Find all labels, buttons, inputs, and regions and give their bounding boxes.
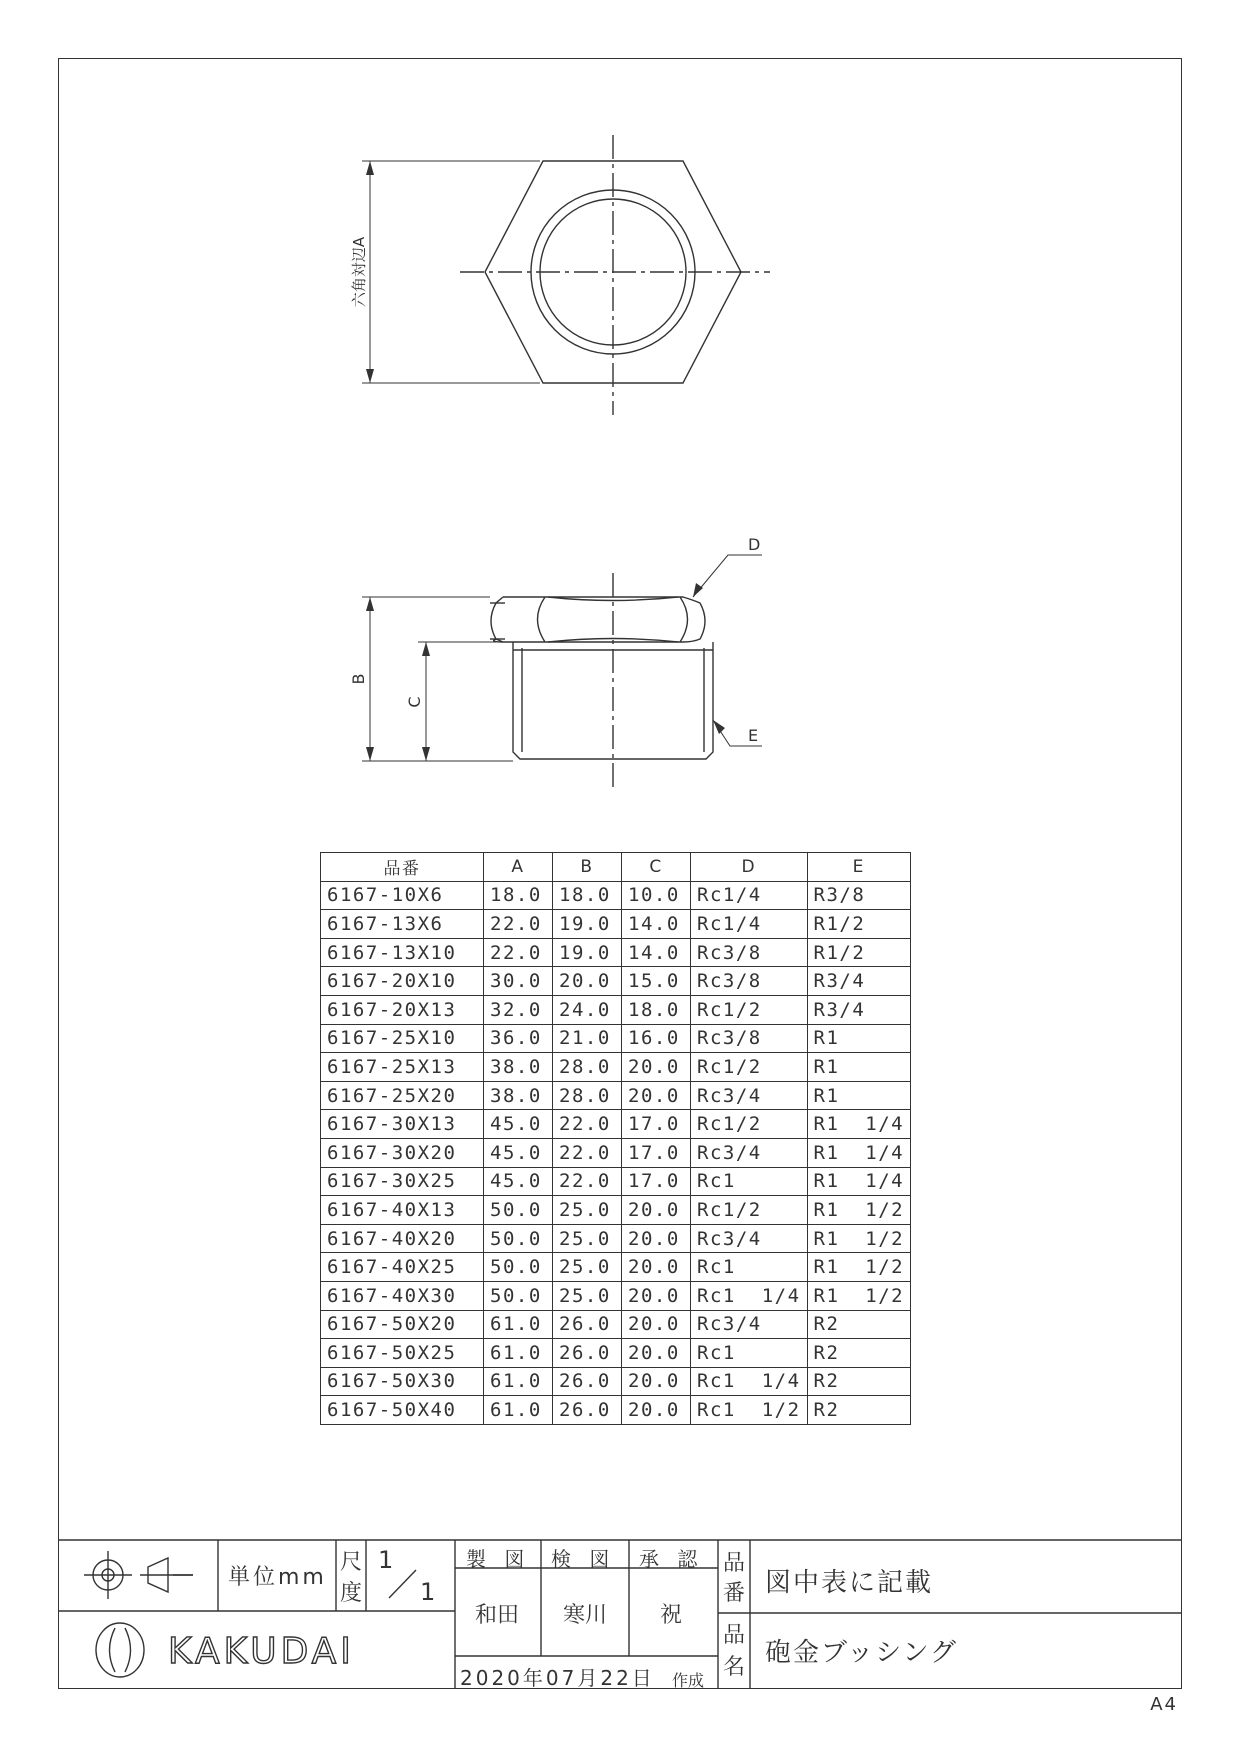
table-row: [321, 881, 911, 910]
table-cell: R1 1/2: [807, 1224, 911, 1253]
table-cell: 20.0: [622, 1224, 691, 1253]
table-cell: 25.0: [553, 1224, 622, 1253]
table-cell: R1: [807, 1053, 911, 1082]
table-cell: 6167-13X10: [321, 938, 484, 967]
table-row: [321, 967, 911, 996]
table-cell: 20.0: [622, 1281, 691, 1310]
scale-label-2: 度: [340, 1581, 363, 1606]
table-cell: R1: [807, 1081, 911, 1110]
table-row: [321, 995, 911, 1024]
table-cell: Rc3/4: [691, 1310, 808, 1339]
header-c: C: [622, 853, 691, 882]
table-cell: 30.0: [484, 967, 553, 996]
table-row: [321, 1396, 911, 1425]
scale-denominator: 1: [420, 1578, 436, 1606]
header-b: B: [553, 853, 622, 882]
part-no-value: 図中表に記載: [765, 1568, 934, 1598]
approved-by: 祝: [660, 1603, 683, 1628]
checked-label: 検 図: [551, 1547, 616, 1571]
table-row: [321, 1339, 911, 1368]
table-row: [321, 1253, 911, 1282]
table-row: [321, 1167, 911, 1196]
table-cell: 26.0: [553, 1396, 622, 1425]
table-cell: 20.0: [622, 1367, 691, 1396]
table-row: [321, 1138, 911, 1167]
table-cell: 18.0: [553, 881, 622, 910]
table-cell: R1 1/4: [807, 1167, 911, 1196]
spec-table: [320, 852, 911, 1425]
leader-d: [693, 555, 762, 597]
table-cell: Rc3/4: [691, 1081, 808, 1110]
creation-date-suffix: 作成: [672, 1671, 705, 1690]
drawn-label: 製 図: [466, 1547, 531, 1571]
table-cell: R3/8: [807, 881, 911, 910]
table-cell: 16.0: [622, 1024, 691, 1053]
company-name: KAKUDAI: [168, 1631, 355, 1672]
table-cell: R1 1/2: [807, 1253, 911, 1282]
table-cell: 20.0: [622, 1081, 691, 1110]
table-row: [321, 1310, 911, 1339]
table-row: [321, 910, 911, 939]
approved-label: 承 認: [639, 1547, 704, 1571]
table-cell: 24.0: [553, 995, 622, 1024]
table-cell: Rc1: [691, 1167, 808, 1196]
table-cell: 22.0: [553, 1110, 622, 1139]
table-cell: Rc3/8: [691, 938, 808, 967]
hex-head-left: [491, 597, 503, 642]
table-cell: 61.0: [484, 1310, 553, 1339]
table-cell: Rc1 1/4: [691, 1281, 808, 1310]
table-cell: 50.0: [484, 1253, 553, 1282]
table-cell: 20.0: [622, 1339, 691, 1368]
table-cell: R3/4: [807, 995, 911, 1024]
table-cell: 25.0: [553, 1196, 622, 1225]
dim-d-label: D: [748, 535, 761, 554]
table-cell: 18.0: [622, 995, 691, 1024]
table-cell: R1 1/2: [807, 1281, 911, 1310]
table-cell: 45.0: [484, 1167, 553, 1196]
table-cell: R1 1/2: [807, 1196, 911, 1225]
table-cell: 20.0: [622, 1310, 691, 1339]
table-cell: 6167-40X30: [321, 1281, 484, 1310]
drawn-by: 和田: [475, 1603, 520, 1628]
table-cell: 6167-25X20: [321, 1081, 484, 1110]
table-cell: Rc1 1/2: [691, 1396, 808, 1425]
table-cell: 19.0: [553, 910, 622, 939]
table-cell: 61.0: [484, 1339, 553, 1368]
table-cell: Rc1/2: [691, 1110, 808, 1139]
table-cell: 6167-13X6: [321, 910, 484, 939]
table-row: [321, 1110, 911, 1139]
projection-symbol: [84, 1551, 193, 1599]
kakudai-logo-mark: [96, 1623, 144, 1677]
table-cell: 28.0: [553, 1053, 622, 1082]
table-cell: 6167-25X10: [321, 1024, 484, 1053]
table-cell: 6167-50X20: [321, 1310, 484, 1339]
table-cell: 6167-20X13: [321, 995, 484, 1024]
table-cell: 25.0: [553, 1281, 622, 1310]
header-d: D: [691, 853, 808, 882]
table-row: [321, 1024, 911, 1053]
table-row: [321, 1367, 911, 1396]
creation-date: 2020年07月22日: [460, 1666, 655, 1690]
table-cell: 61.0: [484, 1396, 553, 1425]
part-name-label-2: 名: [723, 1655, 746, 1680]
table-cell: R3/4: [807, 967, 911, 996]
table-cell: 50.0: [484, 1281, 553, 1310]
table-cell: R2: [807, 1367, 911, 1396]
table-cell: 15.0: [622, 967, 691, 996]
table-cell: 6167-40X25: [321, 1253, 484, 1282]
table-cell: 45.0: [484, 1138, 553, 1167]
table-cell: 22.0: [484, 938, 553, 967]
table-cell: 20.0: [622, 1253, 691, 1282]
table-cell: R2: [807, 1339, 911, 1368]
checked-by: 寒川: [563, 1603, 608, 1628]
part-name-label-1: 品: [723, 1623, 746, 1648]
table-cell: R1 1/4: [807, 1110, 911, 1139]
part-no-label-1: 品: [723, 1551, 746, 1576]
table-cell: 6167-40X13: [321, 1196, 484, 1225]
table-cell: 20.0: [553, 967, 622, 996]
table-cell: 6167-20X10: [321, 967, 484, 996]
table-cell: 18.0: [484, 881, 553, 910]
table-cell: 6167-30X13: [321, 1110, 484, 1139]
sheet-size: A4: [1150, 1694, 1178, 1715]
table-cell: 6167-10X6: [321, 881, 484, 910]
table-row: [321, 1053, 911, 1082]
table-cell: 50.0: [484, 1224, 553, 1253]
header-a: A: [484, 853, 553, 882]
dim-e-label: E: [748, 726, 759, 745]
table-cell: 32.0: [484, 995, 553, 1024]
table-cell: Rc1/2: [691, 1053, 808, 1082]
table-cell: Rc3/8: [691, 967, 808, 996]
table-cell: Rc3/4: [691, 1224, 808, 1253]
table-cell: R1/2: [807, 938, 911, 967]
table-cell: 45.0: [484, 1110, 553, 1139]
table-cell: R2: [807, 1310, 911, 1339]
side-view: [362, 555, 762, 790]
table-cell: 22.0: [553, 1167, 622, 1196]
scale-label-1: 尺: [340, 1550, 363, 1575]
table-row: [321, 1281, 911, 1310]
table-cell: R1: [807, 1024, 911, 1053]
table-cell: 6167-50X25: [321, 1339, 484, 1368]
table-cell: 6167-25X13: [321, 1053, 484, 1082]
table-row: [321, 1224, 911, 1253]
table-cell: R2: [807, 1396, 911, 1425]
table-cell: R1 1/4: [807, 1138, 911, 1167]
table-cell: Rc1: [691, 1253, 808, 1282]
table-cell: 19.0: [553, 938, 622, 967]
table-row: [321, 1196, 911, 1225]
table-cell: 20.0: [622, 1196, 691, 1225]
table-cell: 14.0: [622, 910, 691, 939]
table-cell: Rc3/4: [691, 1138, 808, 1167]
header-e: E: [807, 853, 911, 882]
scale-numerator: 1: [378, 1546, 394, 1574]
table-cell: 6167-50X30: [321, 1367, 484, 1396]
table-cell: 14.0: [622, 938, 691, 967]
table-cell: Rc1 1/4: [691, 1367, 808, 1396]
table-cell: 28.0: [553, 1081, 622, 1110]
part-no-label-2: 番: [723, 1581, 746, 1606]
top-view: [362, 135, 770, 415]
table-cell: 17.0: [622, 1110, 691, 1139]
table-cell: Rc1/2: [691, 995, 808, 1024]
header-part-no: 品番: [321, 853, 484, 882]
dim-c-label: C: [405, 696, 424, 708]
table-cell: 21.0: [553, 1024, 622, 1053]
part-name-value: 砲金ブッシング: [765, 1638, 959, 1668]
table-cell: R1/2: [807, 910, 911, 939]
table-cell: Rc1/2: [691, 1196, 808, 1225]
table-cell: Rc1: [691, 1339, 808, 1368]
table-cell: 6167-50X40: [321, 1396, 484, 1425]
table-cell: 22.0: [484, 910, 553, 939]
table-header-row: [321, 853, 911, 882]
table-cell: 6167-30X20: [321, 1138, 484, 1167]
table-cell: 20.0: [622, 1396, 691, 1425]
table-cell: 17.0: [622, 1167, 691, 1196]
table-cell: Rc1/4: [691, 910, 808, 939]
table-cell: 22.0: [553, 1138, 622, 1167]
table-cell: 6167-30X25: [321, 1167, 484, 1196]
dim-b-label: B: [349, 673, 368, 685]
table-cell: 50.0: [484, 1196, 553, 1225]
table-row: [321, 1081, 911, 1110]
table-row: [321, 938, 911, 967]
table-cell: 26.0: [553, 1367, 622, 1396]
table-cell: 36.0: [484, 1024, 553, 1053]
table-cell: 26.0: [553, 1310, 622, 1339]
table-cell: 6167-40X20: [321, 1224, 484, 1253]
hex-label: 六角対辺A: [350, 236, 368, 308]
table-cell: 17.0: [622, 1138, 691, 1167]
hex-head: [494, 597, 705, 642]
table-cell: 61.0: [484, 1367, 553, 1396]
table-cell: 38.0: [484, 1081, 553, 1110]
table-cell: 38.0: [484, 1053, 553, 1082]
table-body: [321, 881, 911, 1424]
table-cell: Rc3/8: [691, 1024, 808, 1053]
table-cell: 26.0: [553, 1339, 622, 1368]
table-cell: 10.0: [622, 881, 691, 910]
table-cell: Rc1/4: [691, 881, 808, 910]
table-cell: 25.0: [553, 1253, 622, 1282]
table-cell: 20.0: [622, 1053, 691, 1082]
unit-label: 単位mm: [228, 1565, 327, 1590]
